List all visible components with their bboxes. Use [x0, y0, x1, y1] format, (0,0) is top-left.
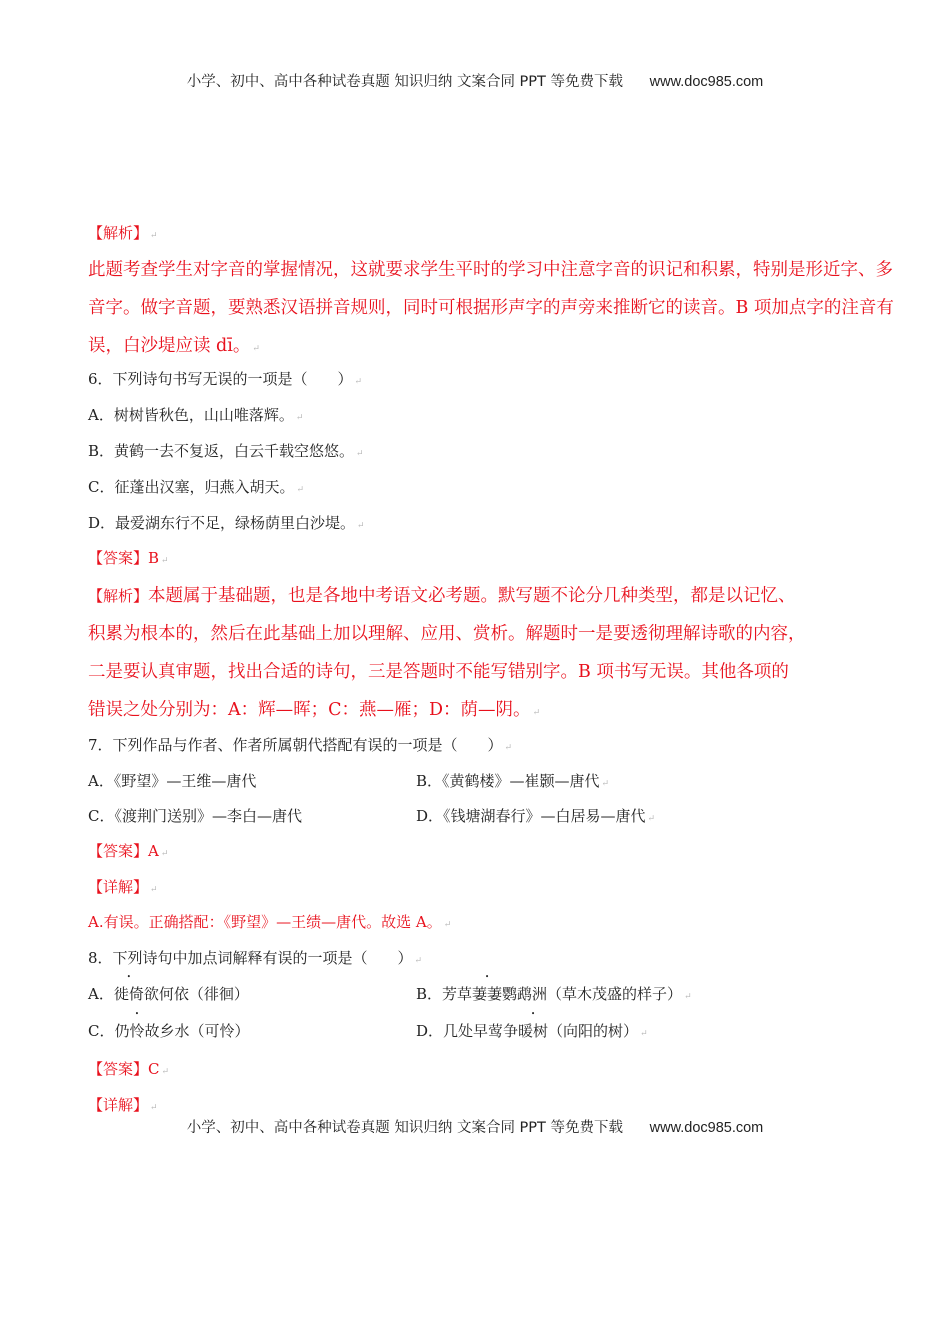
q8-option-b-rest: 鹦鹉洲（草木茂盛的样子） [502, 985, 683, 1003]
q6-analysis-line-3: 二是要认真审题，找出合适的诗句，三是答题时不能写错别字。B 项书写无误。其他各项的 [88, 662, 789, 682]
q7-option-c: C．《渡荆门送别》—李白—唐代 [88, 807, 302, 825]
q5-analysis-label: 【解析】 ↵ [88, 224, 158, 242]
q7-option-a: A．《野望》—王维—唐代 [88, 772, 257, 790]
q8-option-a-rest: 欲何依（徘徊） [143, 985, 249, 1003]
q8-option-c [88, 1020, 250, 1041]
q8-option-d-prefix: D．几处早莺争 [416, 1022, 519, 1040]
q8-option-b-prefix: B．芳草 [416, 985, 473, 1003]
q8-detail-label: 【详解】 ↵ [88, 1096, 158, 1114]
q8-answer-value: C [148, 1060, 160, 1078]
q8-option-c-dotted: 怜 [129, 1022, 145, 1040]
q6-option-a: A．树树皆秋色，山山唯落辉。 ↵ [88, 406, 304, 424]
q6-analysis-line-1 [88, 582, 796, 607]
q5-analysis-line-3-text: 误，白沙堤应读 dī。 [88, 336, 251, 356]
q6-answer: 【答案】B ↵ [88, 549, 169, 567]
q8-option-d-dotted: 暖树 [518, 1022, 549, 1040]
q6-analysis-line-4-text: 错误之处分别为：A：辉—晖；C：燕—雁；D：荫—阴。 [88, 700, 531, 720]
header-url: www.doc985.com [649, 74, 764, 90]
q8-question: 8．下列诗句中加点词解释有误的一项是（ ） ↵ [88, 949, 423, 967]
q7-option-b: B．《黄鹤楼》—崔颢—唐代 ↵ [416, 772, 610, 790]
q8-option-a-prefix: A． [88, 985, 114, 1003]
q8-option-a-dotted: 徙倚 [113, 985, 144, 1003]
q8-option-d: D．几处早莺争暖树（向阳的树） ↵ [416, 1022, 648, 1040]
q6-option-b-text: B．黄鹤一去不复返，白云千载空悠悠。 [88, 442, 355, 460]
q8-detail-label-text: 【详解】 [88, 1096, 149, 1114]
q5-analysis-line-3: 误，白沙堤应读 dī。 ↵ [88, 336, 260, 356]
q8-option-b: B．芳草萋萋鹦鹉洲（草木茂盛的样子） ↵ [416, 985, 692, 1003]
q6-answer-value: B [148, 549, 160, 567]
q8-option-b-dotted: 萋萋 [472, 985, 503, 1003]
q6-question-text: 6．下列诗句书写无误的一项是（ ） [88, 370, 353, 388]
q6-analysis-line-2: 积累为根本的，然后在此基础上加以理解、应用、赏析。解题时一是要透彻理解诗歌的内容， [88, 624, 806, 644]
q8-question-text: 8．下列诗句中加点词解释有误的一项是（ ） [88, 949, 413, 967]
q5-analysis-label-text: 【解析】 [88, 224, 149, 242]
q8-option-a [88, 983, 249, 1004]
q7-option-d-text: D．《钱塘湖春行》—白居易—唐代 [416, 807, 646, 825]
q7-question: 7．下列作品与作者、作者所属朝代搭配有误的一项是（ ） ↵ [88, 736, 513, 754]
q6-analysis-line-1-text: 本题属于基础题，也是各地中考语文必考题。默写题不论分几种类型，都是以记忆、 [148, 586, 796, 606]
q5-analysis-line-2: 音字。做字音题，要熟悉汉语拼音规则，同时可根据形声字的声旁来推断它的读音。B 项加点字的注音有 [88, 298, 894, 318]
q6-analysis-line-4: 错误之处分别为：A：辉—晖；C：燕—雁；D：荫—阴。 ↵ [88, 700, 541, 720]
q6-answer-label: 【答案】 [88, 549, 149, 567]
q7-answer-label: 【答案】 [88, 842, 149, 860]
q6-analysis-label: 【解析】 [88, 587, 149, 605]
q7-detail-text: A.有误。正确搭配：《野望》—王绩—唐代。故选 A。 [88, 913, 442, 931]
page-header [0, 70, 950, 91]
q5-analysis-line-1: 此题考查学生对字音的掌握情况，这就要求学生平时的学习中注意字音的识记和积累，特别是形近字、多 [88, 260, 893, 280]
q8-option-c-prefix: C．仍 [88, 1022, 130, 1040]
q6-option-a-text: A．树树皆秋色，山山唯落辉。 [88, 406, 294, 424]
q8-option-d-rest: （向阳的树） [548, 1022, 639, 1040]
q7-question-text: 7．下列作品与作者、作者所属朝代搭配有误的一项是（ ） [88, 736, 503, 754]
header-text: 小学、初中、高中各种试卷真题 知识归纳 文案合同 PPT 等免费下载 [186, 74, 624, 90]
q6-option-c: C．征蓬出汉塞，归燕入胡天。 ↵ [88, 478, 305, 496]
q6-option-d-text: D．最爱湖东行不足，绿杨荫里白沙堤。 [88, 514, 356, 532]
q7-answer-value: A [148, 842, 159, 860]
q7-option-d: D．《钱塘湖春行》—白居易—唐代 ↵ [416, 807, 656, 825]
q7-option-b-text: B．《黄鹤楼》—崔颢—唐代 [416, 772, 600, 790]
q8-answer: 【答案】C ↵ [88, 1060, 170, 1078]
footer-text: 小学、初中、高中各种试卷真题 知识归纳 文案合同 PPT 等免费下载 [186, 1120, 624, 1136]
q6-question: 6．下列诗句书写无误的一项是（ ） ↵ [88, 370, 363, 388]
footer-url: www.doc985.com [649, 1120, 764, 1136]
q8-option-c-rest: 故乡水（可怜） [144, 1022, 250, 1040]
q8-answer-label: 【答案】 [88, 1060, 149, 1078]
q6-option-c-text: C．征蓬出汉塞，归燕入胡天。 [88, 478, 295, 496]
q7-answer: 【答案】A ↵ [88, 842, 169, 860]
q6-option-d: D．最爱湖东行不足，绿杨荫里白沙堤。 ↵ [88, 514, 365, 532]
page-footer [0, 1116, 950, 1137]
q7-detail: A.有误。正确搭配：《野望》—王绩—唐代。故选 A。 ↵ [88, 913, 452, 931]
q6-option-b: B．黄鹤一去不复返，白云千载空悠悠。 ↵ [88, 442, 364, 460]
q7-detail-label-text: 【详解】 [88, 878, 149, 896]
q7-detail-label: 【详解】 ↵ [88, 878, 158, 896]
